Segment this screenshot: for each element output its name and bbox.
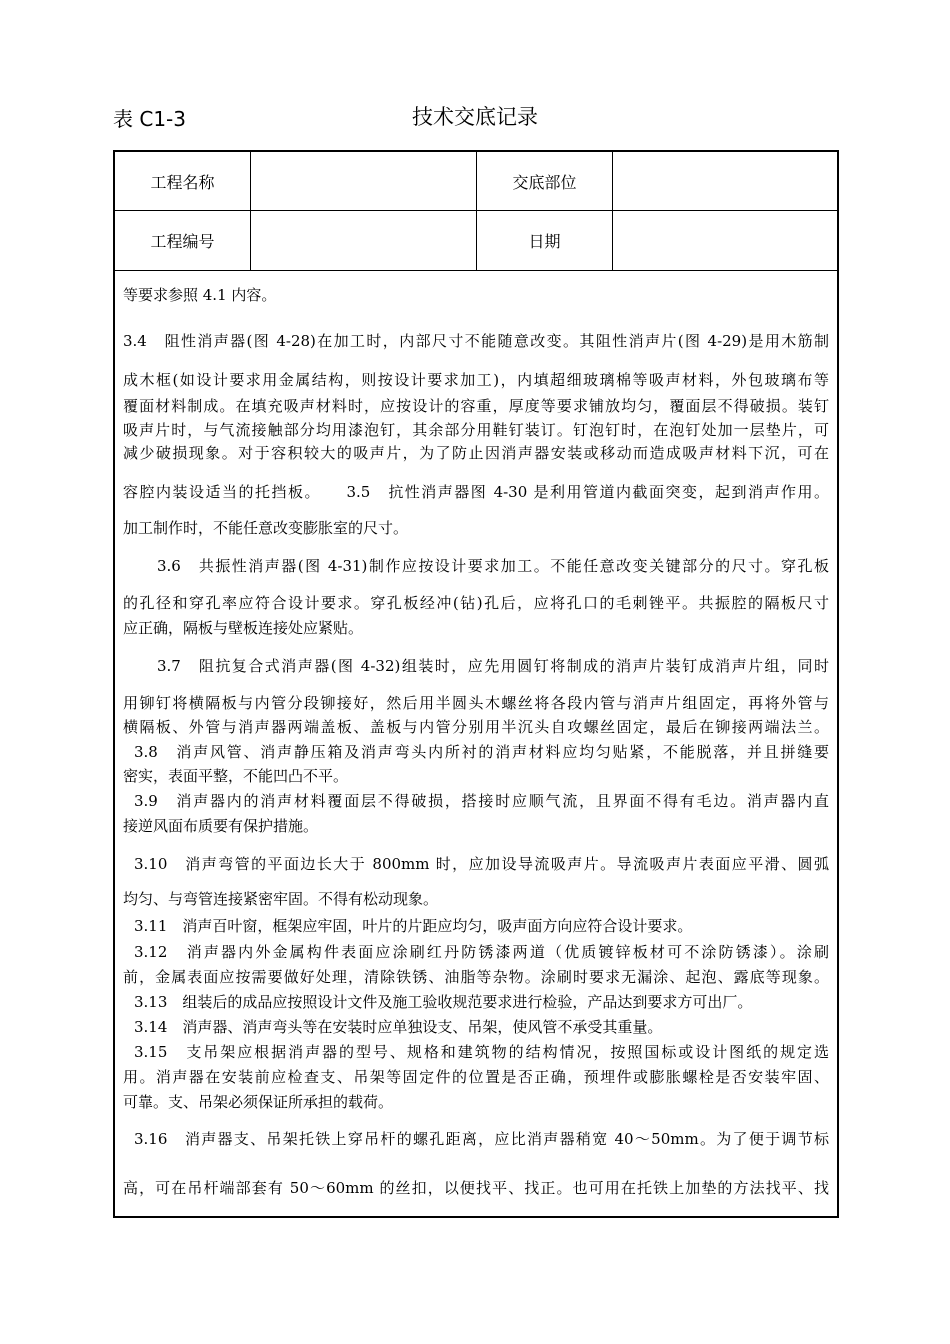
text-line: 密实，表面平整，不能凹凸不平。 (123, 767, 349, 785)
text-line: 3.15 支吊架应根据消声器的型号、规格和建筑物的结构情况，按照国标或设计图纸的规定选 (134, 1043, 829, 1061)
text-line: 高，可在吊杆端部套有 50～60mm 的丝扣，以便找平、找正。也可用在托铁上加垫的方法找平、找 (123, 1179, 829, 1197)
text-line: 均匀、与弯管连接紧密牢固。不得有松动现象。 (123, 890, 439, 908)
location-label: 交底部位 (477, 152, 613, 211)
project-name-label: 工程名称 (115, 152, 251, 211)
text-line: 横隔板、外管与消声器两端盖板、盖板与内管分别用半沉头自攻螺丝固定，最后在铆接两端法兰。 (123, 718, 829, 736)
text-line: 3.11 消声百叶窗，框架应牢固，叶片的片距应均匀，吸声面方向应符合设计要求。 (134, 917, 693, 935)
form-code: 表 C1-3 (113, 107, 186, 131)
text-line: 可靠。支、吊架必须保证所承担的载荷。 (123, 1093, 394, 1111)
text-line: 3.4 阻性消声器(图 4-28)在加工时，内部尺寸不能随意改变。其阻性消声片(图 4-29)是用木筋制 (123, 332, 829, 350)
text-line: 等要求参照 4.1 内容。 (123, 286, 277, 304)
text-line: 覆面材料制成。在填充吸声材料时，应按设计的容重，厚度等要求铺放均匀，覆面层不得破损。装钉 (123, 397, 829, 415)
text-line: 成木框(如设计要求用金属结构，则按设计要求加工)，内填超细玻璃棉等吸声材料，外包玻璃布等 (123, 371, 829, 389)
project-no-value[interactable] (251, 211, 477, 271)
location-value[interactable] (613, 152, 837, 211)
text-line: 加工制作时，不能任意改变膨胀室的尺寸。 (123, 519, 409, 537)
text-line: 用铆钉将横隔板与内管分段铆接好，然后用半圆头木螺丝将各段内管与消声片组固定，再将外管与 (123, 694, 829, 712)
text-line: 减少破损现象。对于容积较大的吸声片，为了防止因消声器安装或移动而造成吸声材料下沉，可在 (123, 444, 829, 462)
text-line: 的孔径和穿孔率应符合设计要求。穿孔板经冲(钻)孔后，应将孔口的毛刺锉平。共振腔的隔板尺寸 (123, 594, 829, 612)
date-value[interactable] (613, 211, 837, 271)
text-line: 3.9 消声器内的消声材料覆面层不得破损，搭接时应顺气流，且界面不得有毛边。消声器内直 (134, 792, 829, 810)
text-line: 应正确，隔板与壁板连接处应紧贴。 (123, 619, 364, 637)
project-no-label: 工程编号 (115, 211, 251, 271)
page-title: 技术交底记录 (412, 105, 538, 129)
text-line: 吸声片时，与气流接触部分均用漆泡钉，其余部分用鞋钉装订。钉泡钉时，在泡钉处加一层垫片，可 (123, 421, 829, 439)
text-line: 3.13 组装后的成品应按照设计文件及施工验收规范要求进行检验，产品达到要求方可出厂。 (134, 993, 753, 1011)
text-line: 接逆风面布质要有保护措施。 (123, 817, 319, 835)
text-line: 容腔内装设适当的托挡板。 3.5 抗性消声器图 4-30 是利用管道内截面突变，起到消声作用。 (123, 483, 829, 501)
disclosure-record-form (113, 150, 839, 1218)
date-label: 日期 (477, 211, 613, 271)
text-line: 3.8 消声风管、消声静压箱及消声弯头内所衬的消声材料应均匀贴紧，不能脱落，并且拼缝要 (134, 743, 829, 761)
text-line: 前，金属表面应按需要做好处理，清除铁锈、油脂等杂物。涂刷时要求无漏涂、起泡、露底等现象。 (123, 968, 829, 986)
text-line: 用。消声器在安装前应检查支、吊架等固定件的位置是否正确，预埋件或膨胀螺栓是否安装牢固、 (123, 1068, 829, 1086)
text-line: 3.10 消声弯管的平面边长大于 800mm 时，应加设导流吸声片。导流吸声片表面应平滑、圆弧 (134, 855, 829, 873)
text-line: 3.16 消声器支、吊架托铁上穿吊杆的螺孔距离，应比消声器稍宽 40～50mm。为了便于调节标 (134, 1130, 829, 1148)
text-line: 3.6 共振性消声器(图 4-31)制作应按设计要求加工。不能任意改变关键部分的尺寸。穿孔板 (157, 557, 829, 575)
text-line: 3.12 消声器内外金属构件表面应涂刷红丹防锈漆两道（优质镀锌板材可不涂防锈漆）。涂刷 (134, 943, 829, 961)
text-line: 3.7 阻抗复合式消声器(图 4-32)组装时，应先用圆钉将制成的消声片装钉成消声片组，同时 (157, 657, 829, 675)
project-name-value[interactable] (251, 152, 477, 211)
text-line: 3.14 消声器、消声弯头等在安装时应单独设支、吊架，使风管不承受其重量。 (134, 1018, 663, 1036)
